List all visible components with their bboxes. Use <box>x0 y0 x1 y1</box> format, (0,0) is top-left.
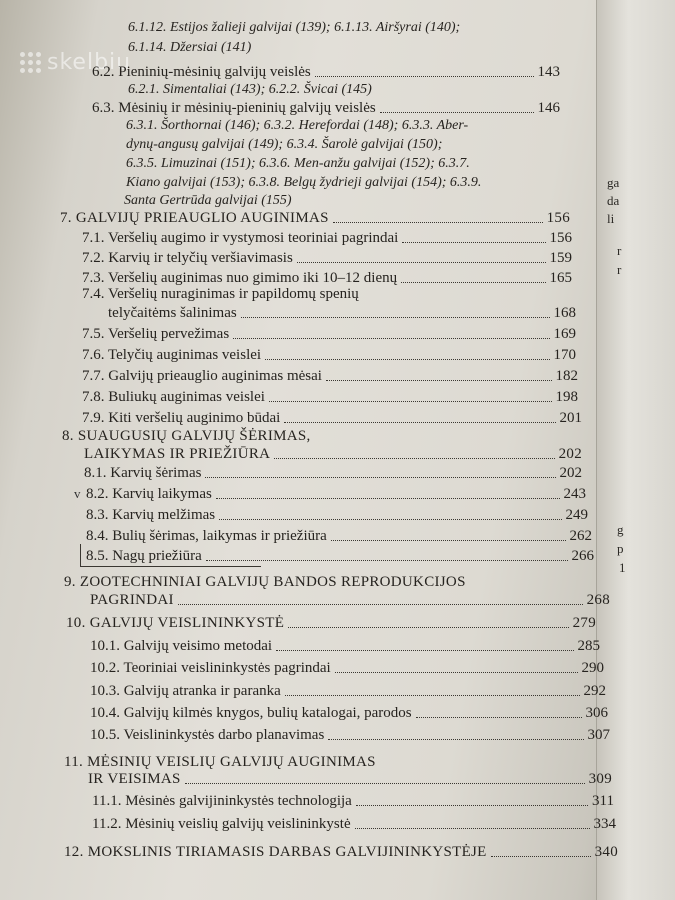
toc-entry: 11.2. Mėsinių veislių galvijų veislininkystė 334 <box>92 816 616 832</box>
toc-subline: Kiano galvijai (153); 6.3.8. Belgų žydrieji galvijai (154); 6.3.9. <box>126 175 482 190</box>
toc-entry-page: 156 <box>546 210 570 226</box>
toc-entry: 10.1. Galvijų veisimo metodai 285 <box>90 638 600 654</box>
toc-entry: 7.2. Karvių ir telyčių veršiavimasis 159 <box>82 250 572 266</box>
strip-fragment: li <box>607 211 615 226</box>
toc-entry: 7.6. Telyčių auginimas veislei 170 <box>82 347 576 363</box>
toc-chapter: PAGRINDAI 268 <box>90 592 610 608</box>
toc-entry <box>92 64 560 81</box>
strip-fragment: da <box>607 193 620 208</box>
toc-subline: 6.3.5. Limuzinai (151); 6.3.6. Men-anžu galvijai (152); 6.3.7. <box>126 156 470 171</box>
strip-fragment: r <box>617 243 622 258</box>
toc-entry: 8.1. Karvių šėrimas 202 <box>84 465 582 481</box>
toc-chapter-heading: 11. MĖSINIŲ VEISLIŲ GALVIJŲ AUGINIMAS <box>64 754 376 770</box>
toc-entry: 7.1. Veršelių augimo ir vystymosi teoriniai pagrindai 156 <box>82 230 572 246</box>
strip-fragment: r <box>617 262 622 277</box>
toc-entry: 10.4. Galvijų kilmės knygos, bulių katalogai, parodos 306 <box>90 705 608 721</box>
check-mark-icon: v <box>74 486 81 501</box>
toc-entry <box>92 100 560 117</box>
toc-chapter-heading: 8. SUAUGUSIŲ GALVIJŲ ŠĖRIMAS, <box>62 428 311 444</box>
toc-entry: 11.1. Mėsinės galvijininkystės technologija 311 <box>92 793 614 809</box>
toc-entry: 8.5. Nagų priežiūra 266 <box>86 548 594 564</box>
toc-entry: 7.8. Buliukų auginimas veislei 198 <box>82 389 578 405</box>
toc-chapter: 12. MOKSLINIS TIRIAMASIS DARBAS GALVIJININKYSTĖJE 340 <box>64 844 618 860</box>
toc-entry-heading: 7.4. Veršelių nuraginimas ir papildomų spenių <box>82 286 359 302</box>
watermark-logo-icon <box>20 52 41 73</box>
toc-entry: 10.3. Galvijų atranka ir paranka 292 <box>90 683 606 699</box>
toc-entry-label: 6.3. Mėsinių ir mėsinių-pieninių galvijų veislės <box>92 100 376 116</box>
toc-entry: 7.3. Veršelių auginimas nuo gimimo iki 10–12 dienų 165 <box>82 270 572 286</box>
toc-entry-label: 7. GALVIJŲ PRIEAUGLIO AUGINIMAS <box>60 210 329 226</box>
toc-chapter: LAIKYMAS IR PRIEŽIŪRA 202 <box>84 446 582 462</box>
toc-subline: Santa Gertrūda galvijai (155) <box>124 193 292 208</box>
toc-entry-page: 143 <box>537 64 560 80</box>
strip-fragment: 1 <box>619 560 626 575</box>
toc-entry: 8.3. Karvių melžimas 249 <box>86 507 588 523</box>
toc-subline: 6.2.1. Simentaliai (143); 6.2.2. Švicai (145) <box>128 82 372 97</box>
toc-subline: 6.1.14. Džersiai (141) <box>128 40 252 55</box>
toc-chapter-heading: 9. ZOOTECHNINIAI GALVIJŲ BANDOS REPRODUKCIJOS <box>64 574 466 590</box>
strip-fragment: ga <box>607 175 620 190</box>
toc-entry: 7.5. Veršelių pervežimas 169 <box>82 326 576 342</box>
toc-entry: telyčaitėms šalinimas 168 <box>108 305 576 321</box>
toc-entry: 10.5. Veislininkystės darbo planavimas 307 <box>90 727 610 743</box>
toc-subline: 6.3.1. Šorthornai (146); 6.3.2. Herefordai (148); 6.3.3. Aber- <box>126 118 469 133</box>
toc-entry: 7.9. Kiti veršelių auginimo būdai 201 <box>82 410 582 426</box>
toc-chapter: 10. GALVIJŲ VEISLININKYSTĖ 279 <box>66 615 596 631</box>
watermark-text: skelbiu <box>47 50 132 75</box>
toc-subline: 6.1.12. Estijos žalieji galvijai (139); 6.1.13. Airšyrai (140); <box>128 20 461 35</box>
toc-entry: 7.7. Galvijų prieauglio auginimas mėsai 182 <box>82 368 578 384</box>
toc-entry: 10.2. Teoriniai veislininkystės pagrindai 290 <box>90 660 604 676</box>
strip-fragment: p <box>617 541 624 556</box>
toc-subline: dynų-angusų galvijai (149); 6.3.4. Šarolė galvijai (150); <box>126 137 443 152</box>
toc-chapter <box>60 210 570 227</box>
toc-entry-page: 146 <box>537 100 560 116</box>
strip-fragment: g <box>617 522 624 537</box>
toc-chapter: IR VEISIMAS 309 <box>88 771 612 787</box>
toc-entry-label: 6.2. Pieninių-mėsinių galvijų veislės <box>92 64 311 80</box>
toc-entry: 8.4. Bulių šėrimas, laikymas ir priežiūra 262 <box>86 528 592 544</box>
toc-entry: 8.2. Karvių laikymas 243 <box>86 486 586 502</box>
adjacent-page-strip <box>596 0 675 900</box>
